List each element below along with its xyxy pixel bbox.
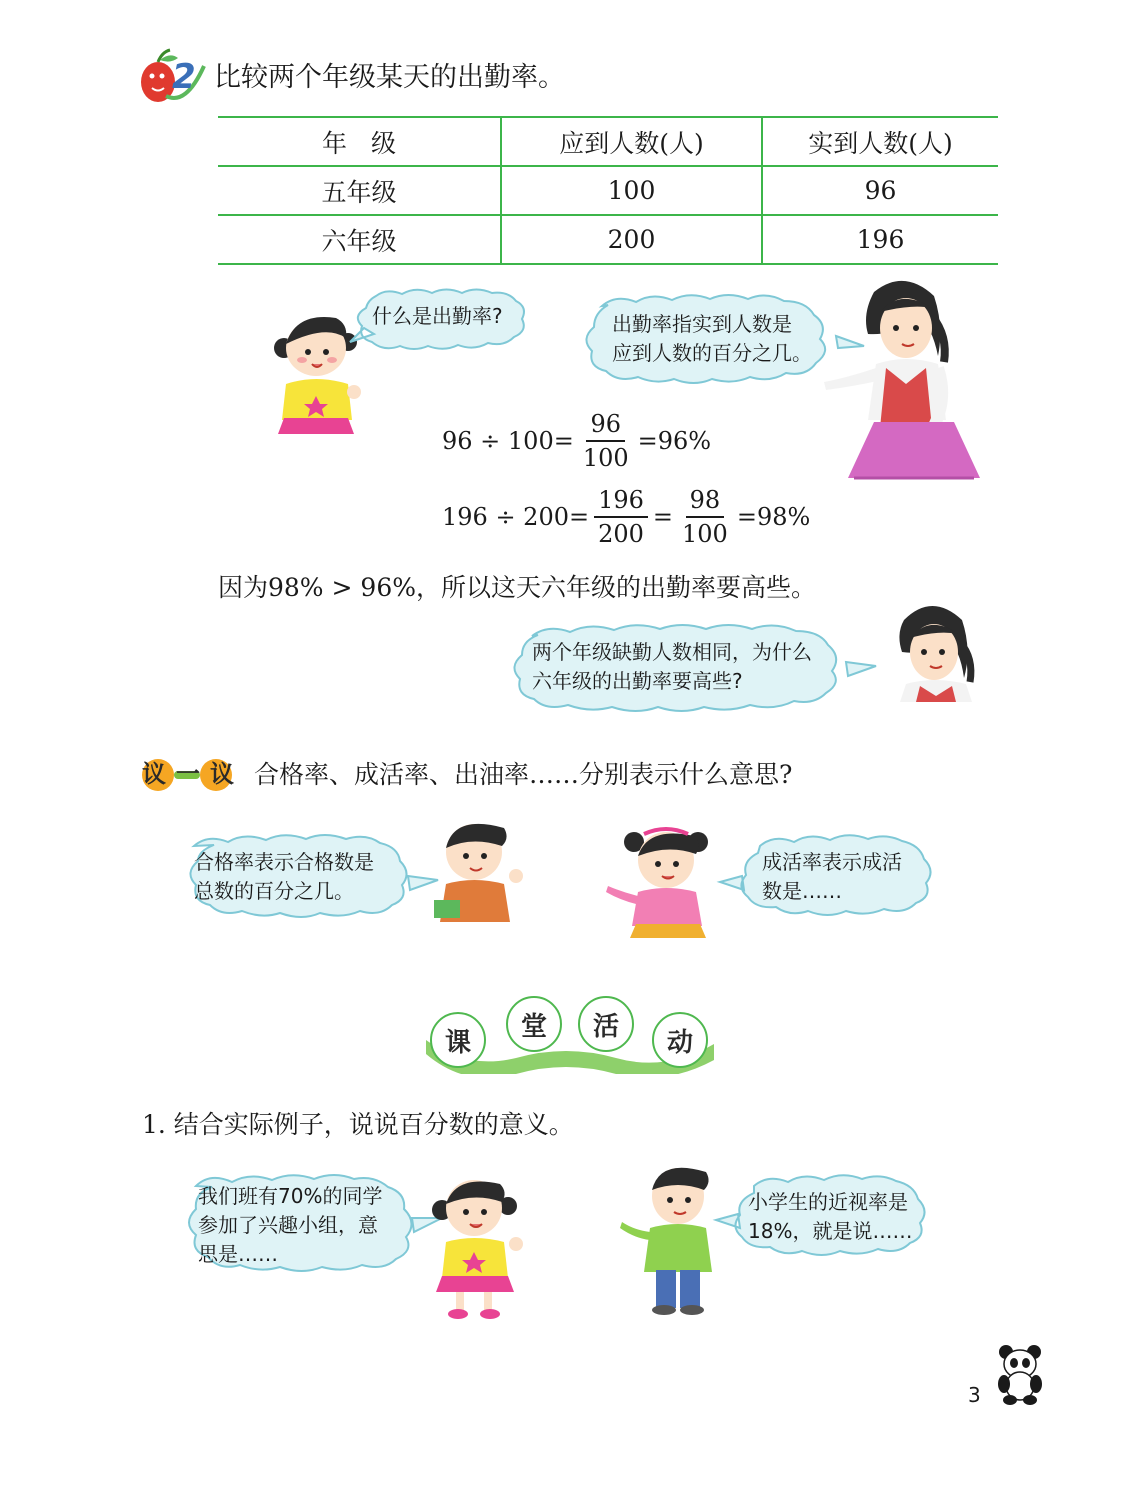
- class-activity-banner: [420, 996, 720, 1074]
- numerator: 96: [586, 410, 625, 442]
- denominator: 200: [598, 520, 644, 548]
- speech-bubble-qualified-rate: [172, 836, 418, 920]
- cell-grade: 六年级: [218, 215, 501, 264]
- example-number: 2: [172, 57, 196, 97]
- page-number: 3: [968, 1383, 981, 1407]
- problem-title: 比较两个年级某天的出勤率。: [214, 62, 565, 93]
- eq1-lhs: 96 ÷ 100=: [442, 427, 574, 455]
- bubble-text-line2: 应到人数的百分之几。: [612, 341, 812, 365]
- equation-grade5: [442, 410, 711, 472]
- activity-item-1: 1. 结合实际例子，说说百分数的意义。: [142, 1110, 574, 1139]
- table-header-row: [218, 117, 998, 166]
- bubble-text-line1: 我们班有70%的同学: [198, 1184, 383, 1208]
- bubble-text-line2: 总数的百分之几。: [194, 879, 354, 903]
- bubble-text: 什么是出勤率?: [372, 304, 503, 328]
- example-number-badge: [136, 46, 208, 106]
- boy-green-illustration: [616, 1160, 728, 1316]
- header-actual: 实到人数(人): [762, 117, 998, 166]
- header-grade: 年级: [218, 117, 501, 166]
- bubble-text-line2: 参加了兴趣小组，意: [198, 1213, 378, 1237]
- eq2-lhs: 196 ÷ 200=: [442, 503, 590, 531]
- panda-icon: [994, 1342, 1048, 1406]
- attendance-table: [218, 116, 998, 265]
- cell-actual: 196: [762, 215, 998, 264]
- speech-bubble-teacher-answer: [578, 296, 846, 382]
- numerator: 196: [594, 486, 648, 518]
- speech-bubble-teacher-question: [508, 626, 856, 710]
- eq2-result: =98%: [736, 503, 811, 531]
- cell-expected: 200: [501, 215, 762, 264]
- bubble-text-line2: 六年级的出勤率要高些?: [532, 669, 743, 693]
- speech-bubble-girl: [356, 290, 538, 344]
- bubble-text-line1: 合格率表示合格数是: [194, 850, 374, 874]
- fraction: [579, 410, 633, 472]
- discuss-label: 议一议: [142, 760, 244, 788]
- header-expected: 应到人数(人): [501, 117, 762, 166]
- speech-bubble-70-percent: [172, 1174, 422, 1274]
- conclusion-text: 因为98% > 96%，所以这天六年级的出勤率要高些。: [218, 573, 816, 602]
- bubble-text-line1: 小学生的近视率是: [748, 1190, 908, 1214]
- fraction: [678, 486, 732, 548]
- bubble-text-line3: 思是……: [198, 1242, 278, 1266]
- banner-char: 堂: [506, 996, 562, 1052]
- banner-char: 课: [430, 1012, 486, 1068]
- table-row: [218, 215, 998, 264]
- equation-grade6: [442, 486, 810, 548]
- numerator: 98: [686, 486, 725, 518]
- denominator: 100: [682, 520, 728, 548]
- bubble-text-line2: 18%，就是说……: [748, 1219, 913, 1243]
- cell-grade: 五年级: [218, 166, 501, 215]
- bubble-text-line1: 出勤率指实到人数是: [612, 312, 792, 336]
- bubble-text-line1: 两个年级缺勤人数相同，为什么: [532, 640, 812, 664]
- banner-char: 动: [652, 1012, 708, 1068]
- boy-illustration: [424, 816, 528, 928]
- table-row: [218, 166, 998, 215]
- eq2-equals: =: [652, 503, 674, 531]
- teacher-bust-illustration: [884, 598, 984, 702]
- denominator: 100: [582, 444, 629, 472]
- eq1-result: =96%: [637, 427, 712, 455]
- cell-expected: 100: [501, 166, 762, 215]
- discuss-question: 合格率、成活率、出油率……分别表示什么意思?: [254, 760, 793, 789]
- teacher-illustration: [814, 272, 984, 484]
- girl-yellow-illustration: [424, 1168, 528, 1322]
- speech-bubble-survival-rate: [734, 836, 944, 920]
- speech-bubble-myopia-rate: [730, 1176, 934, 1260]
- fraction: [594, 486, 648, 548]
- cell-actual: 96: [762, 166, 998, 215]
- bubble-text-line1: 成活率表示成活: [762, 850, 902, 874]
- bubble-text-line2: 数是……: [762, 879, 842, 903]
- banner-char: 活: [578, 996, 634, 1052]
- girl-pink-illustration: [604, 816, 720, 942]
